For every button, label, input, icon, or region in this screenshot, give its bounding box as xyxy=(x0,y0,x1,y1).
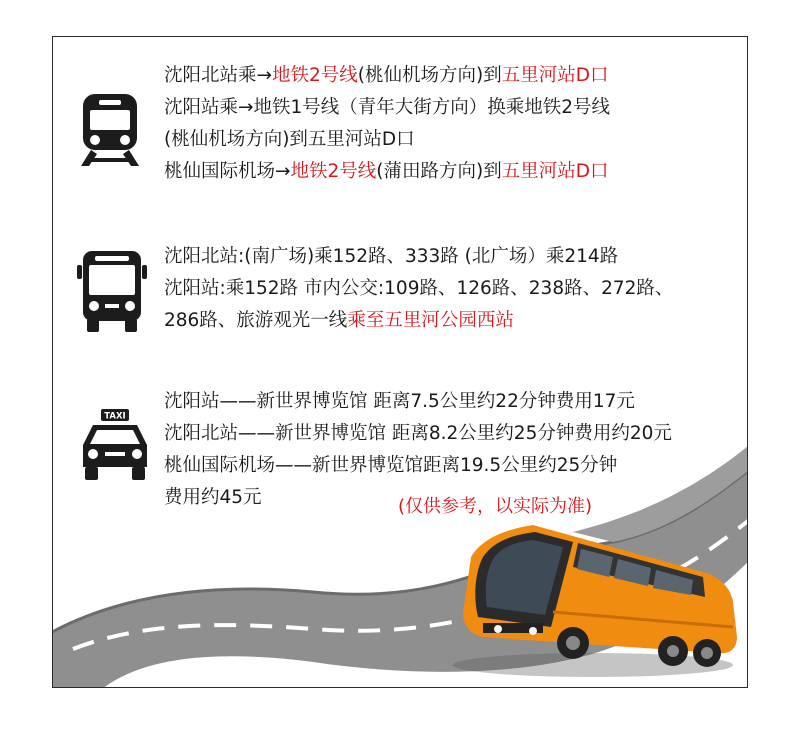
line-text: 桃仙国际机场——新世界博览馆距离19.5公里约25分钟 xyxy=(164,455,618,476)
line-text: 沈阳北站:(南广场)乘152路、333路 (北广场）乘214路 xyxy=(164,246,619,267)
line-text: 286路、旅游观光一线 xyxy=(164,310,348,331)
line-text: 桃仙国际机场→ xyxy=(164,161,291,182)
info-card xyxy=(52,36,748,688)
highlight-text: 地铁2号线 xyxy=(272,65,358,86)
bus-line xyxy=(164,273,673,305)
taxi-sign-text: TAXI xyxy=(104,411,126,422)
bus-icon xyxy=(77,251,147,333)
metro-line xyxy=(164,60,610,92)
line-text: 沈阳站——新世界博览馆 距离7.5公里约22分钟费用17元 xyxy=(164,391,635,412)
highlight-text: 乘至五里河公园西站 xyxy=(347,310,514,331)
metro-directions xyxy=(164,60,610,188)
line-text: 沈阳北站乘→ xyxy=(164,65,273,86)
line-text: 沈阳站:乘152路 市内公交:109路、126路、238路、272路、 xyxy=(164,278,674,299)
bus-line xyxy=(164,305,673,337)
bus-line xyxy=(164,241,673,273)
line-text: (桃仙机场方向)到 xyxy=(357,65,502,86)
taxi-line xyxy=(164,418,672,450)
line-text: 费用约45元 xyxy=(164,487,262,508)
line-text: 沈阳北站——新世界博览馆 距离8.2公里约25分钟费用约20元 xyxy=(164,423,672,444)
disclaimer-note: (仅供参考，以实际为准) xyxy=(398,496,593,517)
metro-line xyxy=(164,124,610,156)
highlight-text: 地铁2号线 xyxy=(290,161,377,182)
train-icon xyxy=(79,94,141,166)
line-text: (桃仙机场方向)到五里河站D口 xyxy=(164,129,415,150)
line-text: (蒲田路方向)到 xyxy=(376,161,502,182)
taxi-icon xyxy=(77,409,153,481)
bus-directions xyxy=(164,241,673,337)
taxi-line xyxy=(164,386,672,418)
taxi-line xyxy=(164,450,672,482)
metro-line xyxy=(164,92,610,124)
highlight-text: 五里河站D口 xyxy=(501,161,609,182)
metro-line xyxy=(164,156,610,188)
line-text: 沈阳站乘→地铁1号线（青年大街方向）换乘地铁2号线 xyxy=(164,97,611,118)
highlight-text: 五里河站D口 xyxy=(501,65,609,86)
